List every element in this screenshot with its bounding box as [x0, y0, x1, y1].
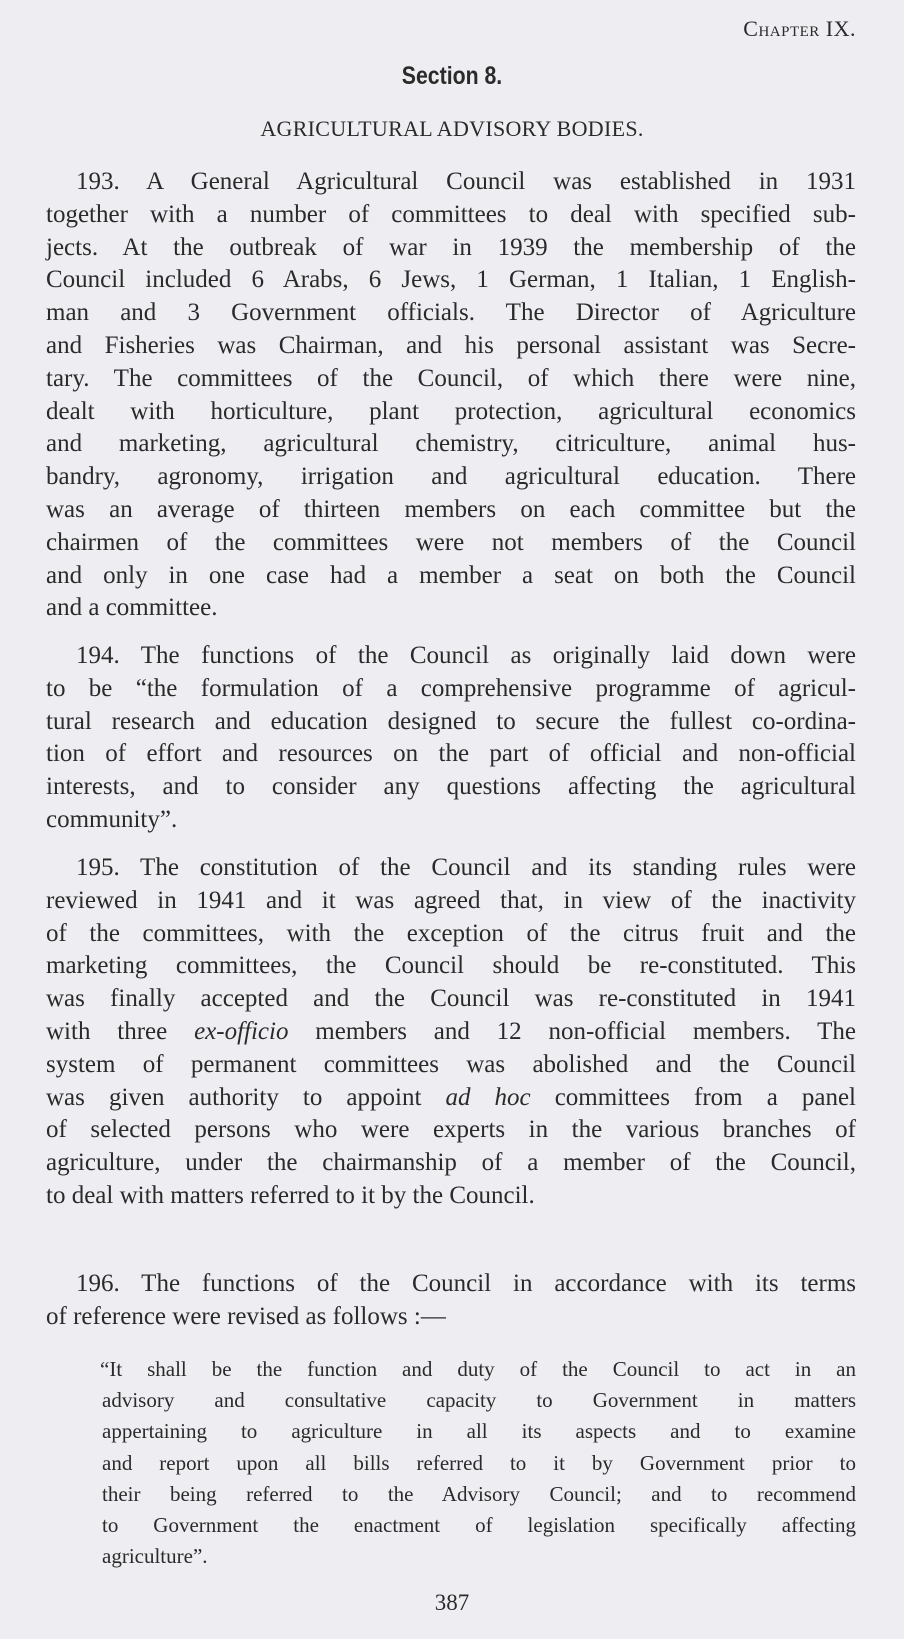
text-line: agriculture”.	[102, 1544, 208, 1569]
text-line: was an average of thirteen members on each committee but the	[46, 495, 856, 523]
text-line: 196. The functions of the Council in accordance with its terms	[76, 1270, 856, 1297]
text-line: and report upon all bills referred to it by Government prior to	[102, 1450, 856, 1475]
text-line: chairmen of the committees were not members of the Council	[46, 528, 856, 556]
text-line: man and 3 Government officials. The Director of Agriculture	[46, 299, 856, 327]
text-line: tary. The committees of the Council, of which there were nine,	[46, 364, 856, 392]
text-line: appertaining to agriculture in all its aspects and to examine	[102, 1419, 856, 1444]
paragraph-193	[46, 166, 856, 625]
text-line: dealt with horticulture, plant protection, agricultural economics	[46, 397, 856, 425]
text-line: Council included 6 Arabs, 6 Jews, 1 German, 1 Italian, 1 English-	[46, 266, 856, 294]
paragraph-195	[46, 852, 856, 1213]
text-line: and only in one case had a member a seat on both the Council	[46, 561, 856, 589]
text-line: their being referred to the Advisory Council; and to recommend	[102, 1481, 856, 1506]
section-label: Section 8.	[401, 62, 503, 90]
chapter-heading: Chapter IX.	[743, 16, 856, 41]
text-line: to Government the enactment of legislation specifically affecting	[102, 1512, 856, 1537]
text-line: interests, and to consider any questions affecting the agricultural	[46, 773, 856, 801]
paragraph-194	[46, 640, 856, 837]
text-line: community”.	[46, 805, 178, 833]
block-quote	[102, 1354, 856, 1572]
text-line: bandry, agronomy, irrigation and agricultural education. There	[46, 463, 856, 491]
text-line: system of permanent committees was abolished and the Council	[46, 1050, 856, 1078]
text-line: 194. The functions of the Council as originally laid down were	[76, 642, 856, 669]
paragraph-196	[46, 1268, 856, 1334]
text-line: and marketing, agricultural chemistry, citriculture, animal hus-	[46, 430, 856, 458]
text-line: of the committees, with the exception of the citrus fruit and the	[46, 919, 856, 947]
text-line: agriculture, under the chairmanship of a member of the Council,	[46, 1149, 856, 1177]
page-number: 387	[434, 1590, 470, 1615]
text-line: reviewed in 1941 and it was agreed that, in view of the inactivity	[46, 886, 856, 914]
text-line: of selected persons who were experts in the various branches of	[46, 1116, 856, 1144]
text-line: to deal with matters referred to it by the Council.	[46, 1181, 535, 1209]
text-line: tion of effort and resources on the part of official and non-official	[46, 740, 856, 768]
text-line: advisory and consultative capacity to Government in matters	[102, 1388, 856, 1413]
text-line: was given authority to appoint ad hoc committees from a panel	[46, 1083, 856, 1111]
text-line: with three ex-officio members and 12 non-official members. The	[46, 1017, 856, 1045]
text-line: jects. At the outbreak of war in 1939 the membership of the	[46, 233, 856, 261]
text-line: of reference were revised as follows :—	[46, 1302, 446, 1330]
section-title: AGRICULTURAL ADVISORY BODIES.	[260, 116, 644, 141]
text-line: 195. The constitution of the Council and its standing rules were	[76, 854, 856, 881]
text-line: to be “the formulation of a comprehensive programme of agricul-	[46, 674, 856, 702]
text-line: 193. A General Agricultural Council was established in 1931	[76, 168, 856, 195]
text-line: marketing committees, the Council should be re-constituted. This	[46, 952, 856, 980]
text-line: together with a number of committees to deal with specified sub-	[46, 200, 856, 228]
text-line: “It shall be the function and duty of the Council to act in an	[100, 1357, 856, 1381]
text-line: tural research and education designed to secure the fullest co-ordina-	[46, 707, 856, 735]
text-line: and a committee.	[46, 594, 218, 622]
text-line: and Fisheries was Chairman, and his personal assistant was Secre-	[46, 331, 856, 359]
text-line: was finally accepted and the Council was re-constituted in 1941	[46, 985, 856, 1013]
